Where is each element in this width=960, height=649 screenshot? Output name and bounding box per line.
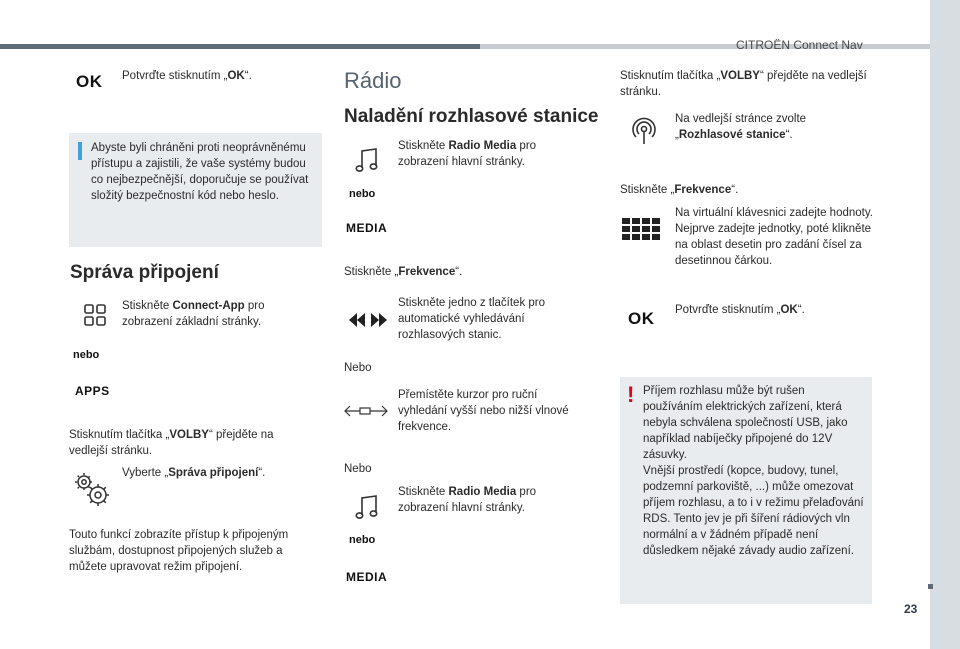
confirm-text: Potvrďte stisknutím „OK“. (122, 70, 252, 82)
summary-text: Touto funkcí zobrazíte přístup k připojeným službám, dostupnost připojených služeb a můžete upravovat režim připojení. (69, 529, 289, 573)
ok-icon: OK (628, 309, 655, 328)
ok-icon: OK (76, 72, 103, 91)
music-note-icon (355, 495, 379, 521)
seek-text: Stiskněte jedno z tlačítek pro automatické vyhledávání rozhlasových stanic. (398, 297, 546, 341)
page-number: 23 (904, 602, 918, 616)
select-connection-text: Vyberte „Správa připojení“. (122, 467, 266, 479)
apps-grid-icon (84, 304, 106, 326)
radio-media-text: Stiskněte Radio Media pro zobrazení hlavní stránky. (398, 140, 537, 168)
header-bar (0, 44, 480, 49)
or-label: nebo (349, 534, 376, 546)
side-strip (930, 0, 960, 649)
connect-app-text: Stiskněte Connect-App pro zobrazení základní stránky. (122, 300, 265, 328)
section-marker (928, 584, 933, 589)
warning-note-text: Příjem rozhlasu může být rušen používáním elektrických zařízení, která nebyla schválena společností USB, jako například nabíječky připojené do 12V zásuvky. Vnější prostředí (kopce, budovy, tunel, podzemní parkoviště, ...) může omezovat příjem rozhlasu, a to i v režimu přelaďování RDS. Tento jev je při šíření rádiových vln normální a v žádném případě není důsledkem nějaké závady audio zařízení. (643, 385, 864, 557)
or-label: Nebo (344, 463, 372, 475)
brand-title: CITROËN Connect Nav (736, 38, 863, 52)
keypad-text: Na virtuální klávesnici zadejte hodnoty. Nejprve zadejte jednotky, poté klikněte na oblast desetin pro zadání čísel za desetinnou čárkou. (675, 207, 873, 267)
volby-text: Stisknutím tlačítka „VOLBY“ přejděte na vedlejší stránku. (69, 429, 274, 457)
or-label: Nebo (344, 362, 372, 374)
frequency-text: Stiskněte „Frekvence“. (344, 266, 463, 278)
or-label: nebo (73, 349, 100, 361)
section-subtitle: Naladění rozhlasové stanice (344, 106, 599, 127)
media-label: MEDIA (346, 221, 388, 235)
slider-arrows-icon (344, 404, 388, 418)
media-label: MEDIA (346, 570, 388, 584)
or-label: nebo (349, 188, 376, 200)
section-title: Správa připojení (70, 262, 219, 283)
volby-text: Stisknutím tlačítka „VOLBY“ přejděte na vedlejší stránku. (620, 70, 867, 98)
keypad-icon (622, 218, 662, 246)
radio-stations-text: Na vedlejší stránce zvolte „Rozhlasové stanice“. (675, 113, 807, 141)
music-note-icon (355, 148, 379, 174)
frequency-text: Stiskněte „Frekvence“. (620, 184, 739, 196)
radio-antenna-icon (630, 117, 658, 145)
apps-label: APPS (75, 384, 110, 398)
info-icon (78, 142, 82, 160)
page-title: Rádio (344, 68, 402, 93)
seek-arrows-icon (348, 312, 388, 328)
info-note-box (69, 133, 322, 247)
manual-tune-text: Přemístěte kurzor pro ruční vyhledání vyšší nebo nižší vlnové frekvence. (398, 389, 569, 433)
confirm-text: Potvrďte stisknutím „OK“. (675, 304, 805, 316)
settings-gears-icon (72, 470, 112, 510)
radio-media-text: Stiskněte Radio Media pro zobrazení hlavní stránky. (398, 486, 537, 514)
info-note-text: Abyste byli chráněni proti neoprávněnému přístupu a zajistili, že vaše systémy budou co nejbezpečnější, doporučuje se používat složitý bezpečnostní kód nebo heslo. (91, 142, 309, 202)
warning-note-box (620, 377, 872, 604)
warning-icon: ! (627, 382, 635, 407)
